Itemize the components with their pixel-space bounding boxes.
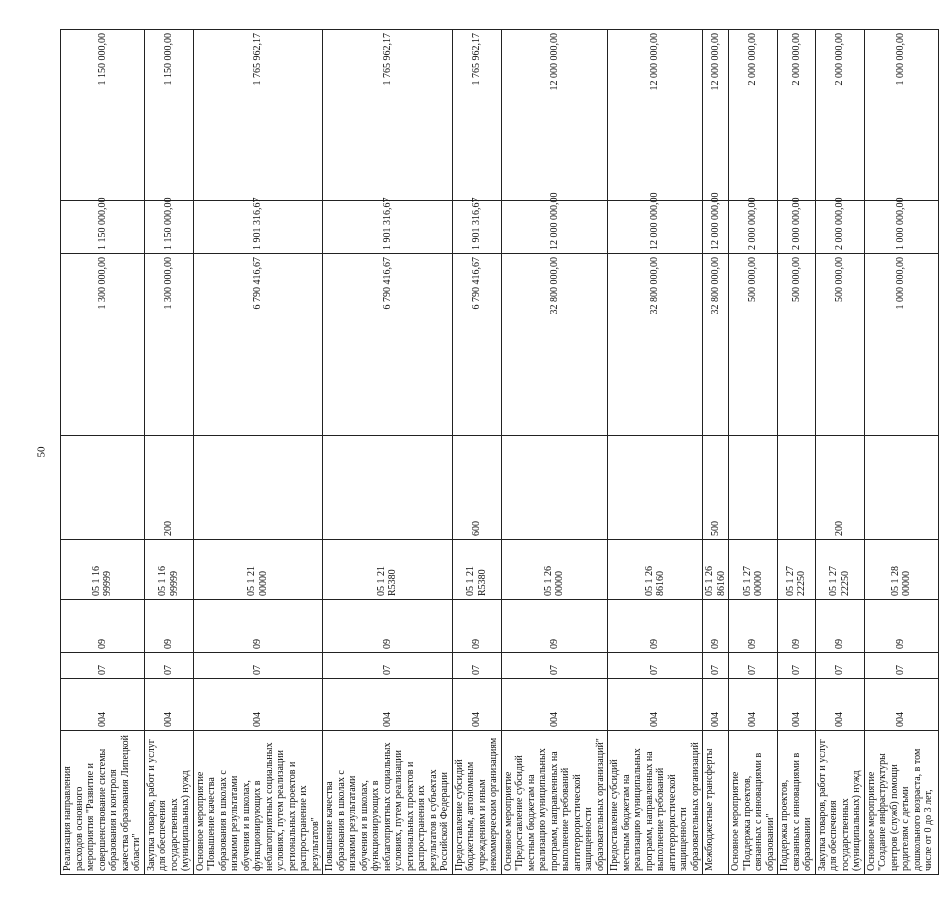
amount-year-2: 2 000 000,00 <box>778 200 816 253</box>
amount-year-3: 1 765 962,17 <box>193 29 323 200</box>
amount-year-1: 32 800 000,00 <box>703 253 729 435</box>
amount-year-1: 32 800 000,00 <box>501 253 608 435</box>
row-name: Основное мероприятие "Предоставление субсидий местным бюджетам на реализацию муниципальных программ, направленных на выполнение требований антитеррористической защищенности образовательных организаций" <box>501 731 608 875</box>
row-name: Повышение качества образования в школах с низкими результатами обучения и в школах, функционирующих в неблагоприятных социальных условиях, путем реализации региональных проектов и распространения их результатов в субъектах Российской Федерации <box>323 731 453 875</box>
target-article: 05 1 26 86160 <box>608 540 703 600</box>
amount-year-1: 500 000,00 <box>815 253 864 435</box>
expense-type <box>61 436 145 540</box>
ministry-code: 004 <box>778 679 816 731</box>
section-code: 07 <box>193 653 323 679</box>
row-name: Поддержка проектов, связанных с инновациями в образовании <box>778 731 816 875</box>
target-article: 05 1 27 00000 <box>729 540 778 600</box>
row-name: Основное мероприятие "Повышение качества образования в школах с низкими результатами обучения и в школах, функционирующих в неблагоприятных социальных условиях, путем реализации региональных проектов и распространение их результатов" <box>193 731 323 875</box>
expense-type <box>323 436 453 540</box>
amount-year-2: 2 000 000,00 <box>729 200 778 253</box>
ministry-code: 004 <box>864 679 938 731</box>
amount-year-3: 2 000 000,00 <box>729 29 778 200</box>
ministry-code: 004 <box>703 679 729 731</box>
table-row <box>729 29 778 874</box>
expense-type <box>864 436 938 540</box>
table-row <box>864 29 938 874</box>
amount-year-2: 2 000 000,00 <box>815 200 864 253</box>
ministry-code: 004 <box>323 679 453 731</box>
amount-year-2: 12 000 000,00 <box>703 200 729 253</box>
target-article: 05 1 21 R5380 <box>323 540 453 600</box>
amount-year-1: 1 300 000,00 <box>144 253 193 435</box>
table-row <box>703 29 729 874</box>
section-code: 07 <box>729 653 778 679</box>
section-code: 07 <box>323 653 453 679</box>
table-row <box>323 29 453 874</box>
section-code: 07 <box>452 653 501 679</box>
target-article: 05 1 21 R5380 <box>452 540 501 600</box>
row-name: Реализация направления расходов основного мероприятия "Развитие и совершенствование системы образования и контроля качества образования Липецкой области" <box>61 731 145 875</box>
amount-year-2: 1 901 316,67 <box>452 200 501 253</box>
amount-year-1: 6 790 416,67 <box>323 253 453 435</box>
amount-year-3: 1 765 962,17 <box>323 29 453 200</box>
budget-table-sheet <box>60 30 934 875</box>
amount-year-2: 1 150 000,00 <box>61 200 145 253</box>
section-code: 07 <box>864 653 938 679</box>
amount-year-3: 1 150 000,00 <box>61 29 145 200</box>
subsection-code: 09 <box>144 600 193 653</box>
amount-year-3: 12 000 000,00 <box>608 29 703 200</box>
table-row <box>193 29 323 874</box>
subsection-code: 09 <box>452 600 501 653</box>
subsection-code: 09 <box>729 600 778 653</box>
amount-year-1: 500 000,00 <box>778 253 816 435</box>
ministry-code: 004 <box>729 679 778 731</box>
subsection-code: 09 <box>608 600 703 653</box>
ministry-code: 004 <box>815 679 864 731</box>
subsection-code: 09 <box>323 600 453 653</box>
target-article: 05 1 16 99999 <box>61 540 145 600</box>
expense-type <box>729 436 778 540</box>
row-name: Предоставление субсидий бюджетным, автономным учреждениям и иным некоммерческим организациям <box>452 731 501 875</box>
expense-type <box>608 436 703 540</box>
subsection-code: 09 <box>778 600 816 653</box>
section-code: 07 <box>703 653 729 679</box>
table-row <box>608 29 703 874</box>
amount-year-1: 32 800 000,00 <box>608 253 703 435</box>
target-article: 05 1 21 00000 <box>193 540 323 600</box>
page-number: 50 <box>35 446 48 458</box>
ministry-code: 004 <box>144 679 193 731</box>
row-name: Закупка товаров, работ и услуг для обеспечения государственных (муниципальных) нужд <box>144 731 193 875</box>
target-article: 05 1 28 00000 <box>864 540 938 600</box>
amount-year-3: 2 000 000,00 <box>778 29 816 200</box>
amount-year-3: 1 765 962,17 <box>452 29 501 200</box>
expense-type: 200 <box>144 436 193 540</box>
section-code: 07 <box>501 653 608 679</box>
target-article: 05 1 27 22250 <box>815 540 864 600</box>
amount-year-3: 1 000 000,00 <box>864 29 938 200</box>
amount-year-3: 12 000 000,00 <box>703 29 729 200</box>
expense-type <box>193 436 323 540</box>
subsection-code: 09 <box>864 600 938 653</box>
section-code: 07 <box>608 653 703 679</box>
section-code: 07 <box>815 653 864 679</box>
table-row <box>144 29 193 874</box>
target-article: 05 1 26 00000 <box>501 540 608 600</box>
expense-type <box>501 436 608 540</box>
amount-year-3: 1 150 000,00 <box>144 29 193 200</box>
table-row <box>501 29 608 874</box>
expense-type <box>778 436 816 540</box>
expense-type: 600 <box>452 436 501 540</box>
table-row <box>452 29 501 874</box>
subsection-code: 09 <box>703 600 729 653</box>
row-name: Предоставление субсидий местным бюджетам на реализацию муниципальных программ, направленных на выполнение требований антитеррористической защищенности образовательных организаций <box>608 731 703 875</box>
row-name: Межбюджетные трансферты <box>703 731 729 875</box>
amount-year-2: 1 901 316,67 <box>323 200 453 253</box>
row-name: Основное мероприятие "Поддержка проектов, связанных с инновациями в образовании" <box>729 731 778 875</box>
amount-year-3: 12 000 000,00 <box>501 29 608 200</box>
table-row <box>61 29 145 874</box>
target-article: 05 1 27 22250 <box>778 540 816 600</box>
amount-year-2: 1 901 316,67 <box>193 200 323 253</box>
ministry-code: 004 <box>452 679 501 731</box>
amount-year-1: 6 790 416,67 <box>193 253 323 435</box>
amount-year-1: 1 000 000,00 <box>864 253 938 435</box>
row-name: Основное мероприятие "Создание инфраструктуры центров (служб) помощи родителям с детьми дошкольного возраста, в том числе от 0 до 3 лет, <box>864 731 938 875</box>
amount-year-2: 12 000 000,00 <box>608 200 703 253</box>
section-code: 07 <box>778 653 816 679</box>
subsection-code: 09 <box>501 600 608 653</box>
subsection-code: 09 <box>61 600 145 653</box>
section-code: 07 <box>144 653 193 679</box>
target-article: 05 1 16 99999 <box>144 540 193 600</box>
amount-year-1: 500 000,00 <box>729 253 778 435</box>
subsection-code: 09 <box>193 600 323 653</box>
ministry-code: 004 <box>608 679 703 731</box>
table-row <box>815 29 864 874</box>
amount-year-1: 6 790 416,67 <box>452 253 501 435</box>
target-article: 05 1 26 86160 <box>703 540 729 600</box>
expense-type: 500 <box>703 436 729 540</box>
ministry-code: 004 <box>61 679 145 731</box>
amount-year-1: 1 300 000,00 <box>61 253 145 435</box>
amount-year-2: 1 000 000,00 <box>864 200 938 253</box>
row-name: Закупка товаров, работ и услуг для обеспечения государственных (муниципальных) нужд <box>815 731 864 875</box>
expense-type: 200 <box>815 436 864 540</box>
section-code: 07 <box>61 653 145 679</box>
ministry-code: 004 <box>501 679 608 731</box>
ministry-code: 004 <box>193 679 323 731</box>
budget-table <box>60 29 939 875</box>
subsection-code: 09 <box>815 600 864 653</box>
amount-year-2: 12 000 000,00 <box>501 200 608 253</box>
amount-year-2: 1 150 000,00 <box>144 200 193 253</box>
table-row <box>778 29 816 874</box>
amount-year-3: 2 000 000,00 <box>815 29 864 200</box>
